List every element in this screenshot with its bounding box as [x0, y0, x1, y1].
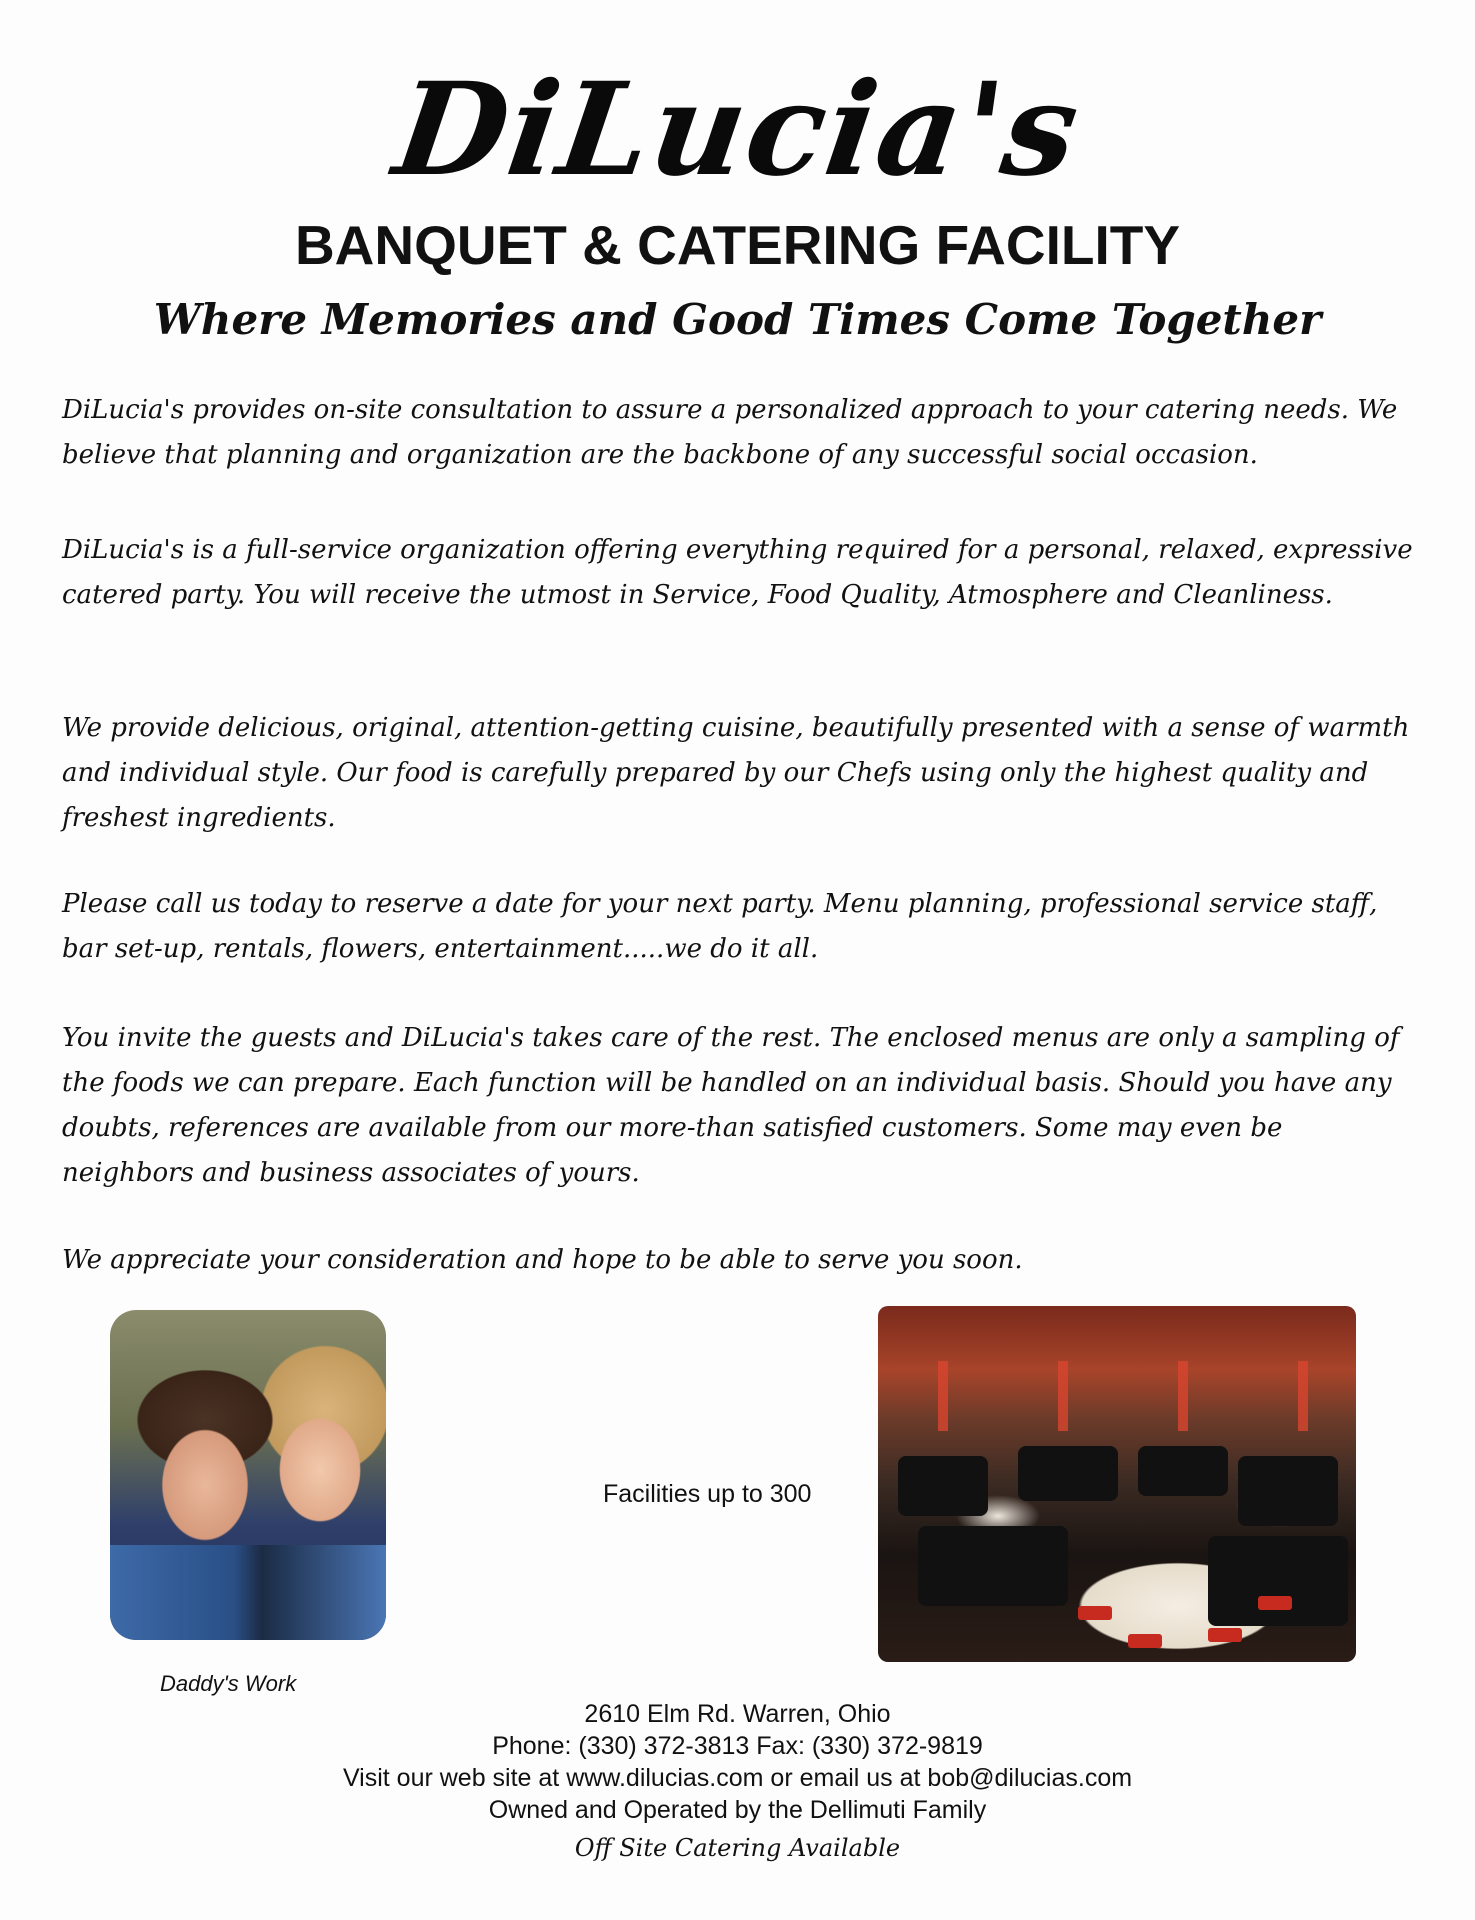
- paragraph-appreciate: We appreciate your consideration and hope to be able to serve you soon.: [62, 1245, 1023, 1275]
- facilities-caption: Facilities up to 300: [603, 1480, 812, 1508]
- hall-light: [938, 1361, 948, 1431]
- contact-phone-fax: Phone: (330) 372-3813 Fax: (330) 372-9819: [492, 1732, 983, 1760]
- dilucias-logo: DiLucia's: [386, 55, 1089, 205]
- hall-light: [1178, 1361, 1188, 1431]
- paragraph-full-service: DiLucia's is a full-service organization offering everything required for a personal, relaxed, expressive catered party. You will receive the utmost in Service, Food Quality, Atmosphere and Cleanliness.: [62, 535, 1413, 610]
- paragraph-consultation: DiLucia's provides on-site consultation to assure a personalized approach to your catering needs. We believe that planning and organization are the backbone of any successful social occasion.: [62, 395, 1398, 470]
- hall-table: [898, 1456, 988, 1516]
- kids-photo: [110, 1310, 386, 1640]
- hall-table: [1208, 1536, 1348, 1626]
- facility-title: BANQUET & CATERING FACILITY: [294, 214, 1181, 276]
- hall-light: [1298, 1361, 1308, 1431]
- banquet-hall-photo: [878, 1306, 1356, 1662]
- contact-address: 2610 Elm Rd. Warren, Ohio: [584, 1700, 891, 1728]
- paragraph-cuisine: We provide delicious, original, attention-getting cuisine, beautifully presented with a sense of warmth and individual style. Our food is carefully prepared by our Chefs using only the highest quality and freshest ingredients.: [62, 713, 1410, 833]
- hall-table: [1138, 1446, 1228, 1496]
- hall-napkin: [1078, 1606, 1112, 1620]
- hall-napkin: [1128, 1634, 1162, 1648]
- hall-table: [1238, 1456, 1338, 1526]
- kids-photo-caption: Daddy's Work: [160, 1671, 297, 1696]
- hall-napkin: [1208, 1628, 1242, 1642]
- paragraph-guests: You invite the guests and DiLucia's takes care of the rest. The enclosed menus are only a sampling of the foods we can prepare. Each function will be handled on an individual basis. Should you have any doubts, references are available from our more-than satisfied customers. Some may even be neighbors and business associates of yours.: [62, 1023, 1400, 1188]
- hall-table: [918, 1526, 1068, 1606]
- hall-table: [1018, 1446, 1118, 1501]
- hall-light: [1058, 1361, 1068, 1431]
- kids-photo-shirts: [110, 1545, 386, 1640]
- tagline: Where Memories and Good Times Come Together: [153, 295, 1322, 344]
- paragraph-reserve: Please call us today to reserve a date for your next party. Menu planning, professional service staff, bar set-up, rentals, flowers, entertainment.....we do it all.: [62, 889, 1378, 964]
- contact-owner: Owned and Operated by the Dellimuti Family: [488, 1796, 987, 1824]
- offsite-catering: Off Site Catering Available: [574, 1834, 901, 1862]
- hall-napkin: [1258, 1596, 1292, 1610]
- contact-web-email: Visit our web site at www.dilucias.com or email us at bob@dilucias.com: [342, 1764, 1133, 1792]
